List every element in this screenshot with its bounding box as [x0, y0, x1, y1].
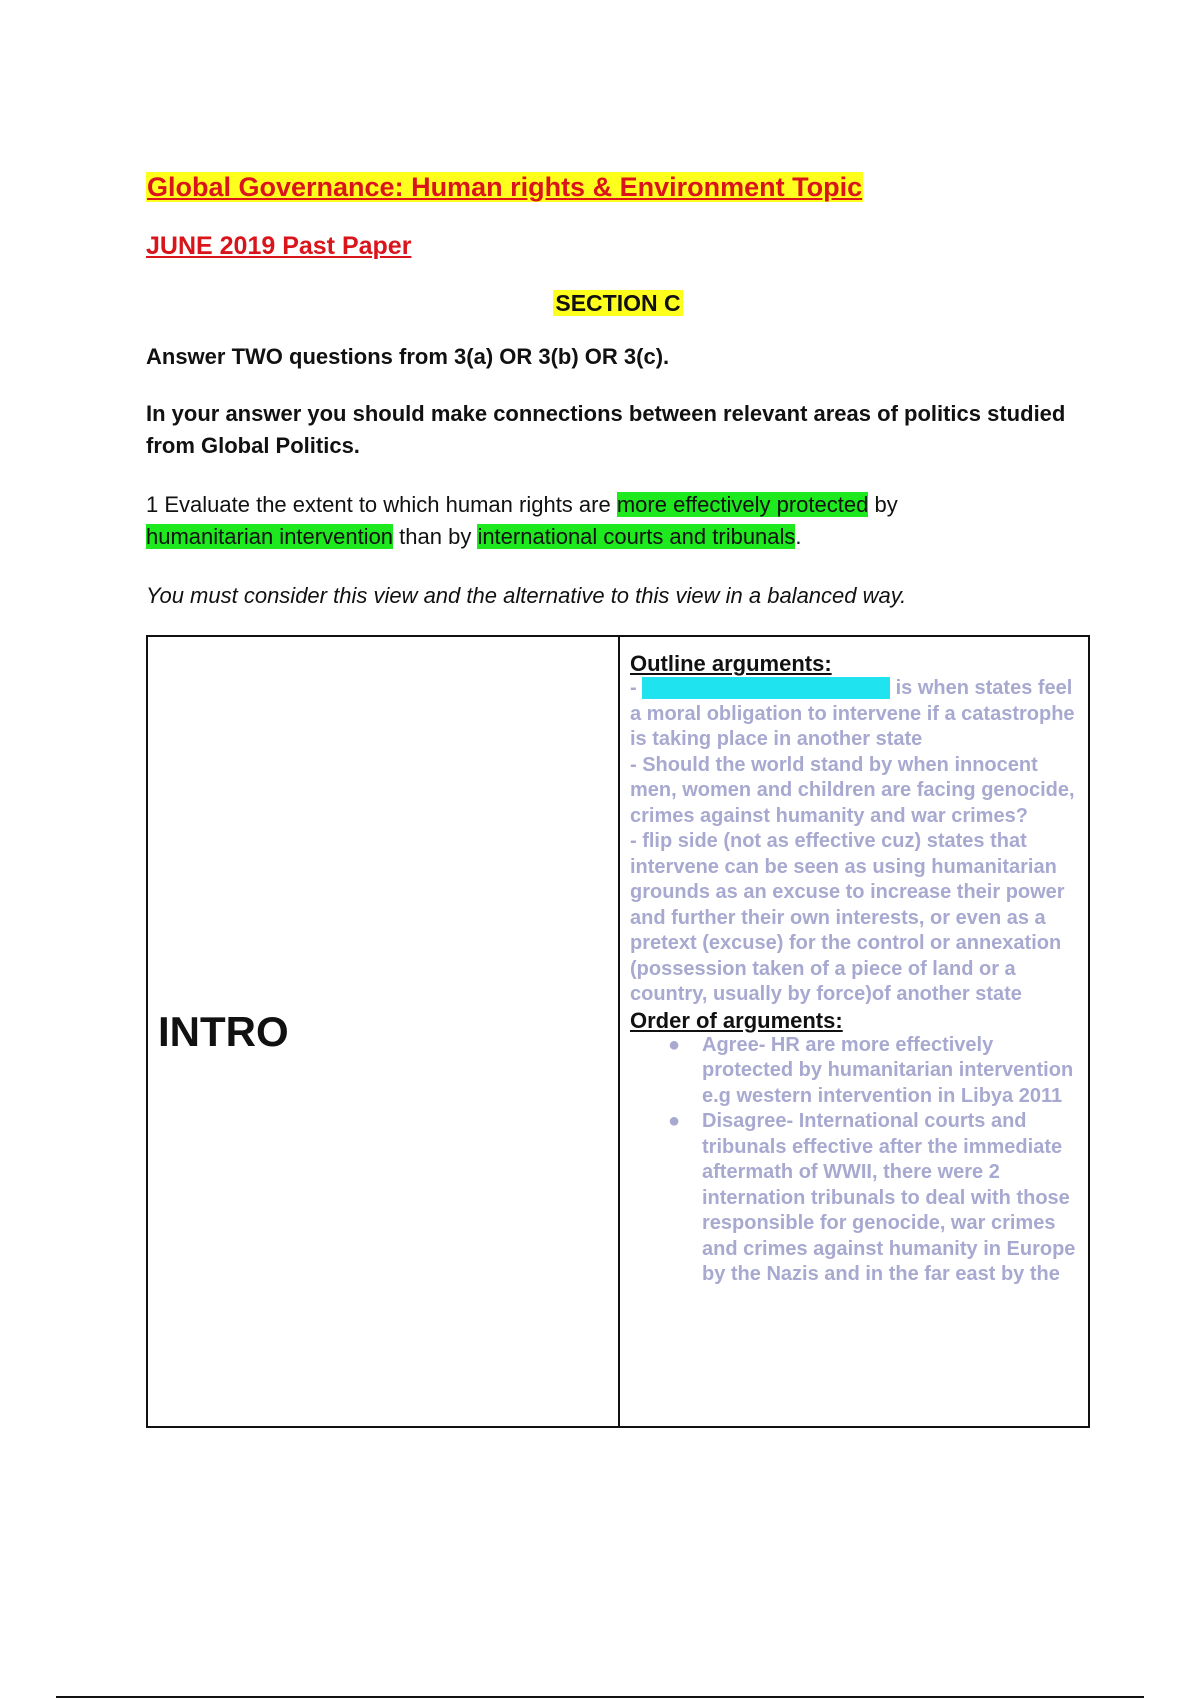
order-item-agree-text: Agree- HR are more effectively protected by humanitarian intervention e.g western intervention in Libya 2011 — [702, 1033, 1074, 1107]
intro-label: INTRO — [158, 1007, 289, 1055]
outline-point-2: - Should the world stand by when innocent men, women and children are facing genocide, crimes against humanity and war crimes? — [630, 753, 1075, 827]
intro-label-cell — [147, 636, 619, 1427]
instruction-connections: In your answer you should make connections between relevant areas of politics studied from Global Politics. — [146, 401, 1066, 458]
order-item-agree — [668, 1033, 1078, 1110]
outline-point-1-text: is when states feel a moral obligation to intervene if a catastrophe is taking place in another state — [630, 677, 1075, 750]
document-subtitle: JUNE 2019 Past Paper — [146, 232, 412, 260]
question-text-3: than by — [393, 524, 478, 549]
section-label — [146, 288, 1090, 318]
outline-point-1 — [630, 676, 1078, 753]
highlight-courts-tribunals: international courts and tribunals — [477, 524, 796, 549]
essay-plan-table — [146, 635, 1090, 1428]
bullet-icon: ● — [668, 1110, 681, 1132]
intro-content-cell — [619, 636, 1089, 1427]
question-text-4: . — [795, 524, 802, 549]
order-item-disagree — [668, 1109, 1078, 1288]
balance-note: You must consider this view and the alternative to this view in a balanced way. — [146, 583, 907, 608]
section-label-highlight: SECTION C — [555, 290, 681, 316]
highlight-effectively-protected: more effectively protected — [616, 492, 869, 517]
title-highlight: Global Governance: Human rights & Environment Topic — [147, 172, 863, 202]
outline-heading: Outline arguments: — [630, 651, 832, 676]
question-text-2: by — [868, 492, 898, 517]
instruction-answer-two: Answer TWO questions from 3(a) OR 3(b) OR 3(c). — [146, 344, 670, 369]
highlight-humanitarian-intervention: humanitarian intervention — [146, 524, 394, 549]
order-heading: Order of arguments: — [630, 1007, 843, 1033]
highlight-humanitarian-term: Humanitarian intervention — [642, 677, 891, 699]
page-bottom-divider — [56, 1696, 1144, 1698]
intro-row — [147, 636, 1089, 1427]
outline-point-3: - flip side (not as effective cuz) states that intervene can be seen as using humanitarian grounds as an excuse to increase their power and further their own interests, or even as a pretext (excuse) for the control or annexation (possession taken of a piece of land or a country, usually by force)of another state — [630, 830, 1065, 1005]
question-text-1: 1 Evaluate the extent to which human rights are — [146, 492, 617, 517]
order-item-disagree-text: Disagree- International courts and tribunals effective after the immediate aftermath of WWII, there were 2 internation tribunals to deal with those responsible for genocide, war crimes and crimes against humanity in Europe by the Nazis and in the far east by the — [702, 1110, 1076, 1285]
order-list — [630, 1033, 1078, 1288]
bullet-icon: ● — [668, 1033, 681, 1056]
document-title — [146, 170, 863, 204]
question-1 — [146, 489, 1090, 553]
outline-dash: - — [630, 677, 643, 699]
